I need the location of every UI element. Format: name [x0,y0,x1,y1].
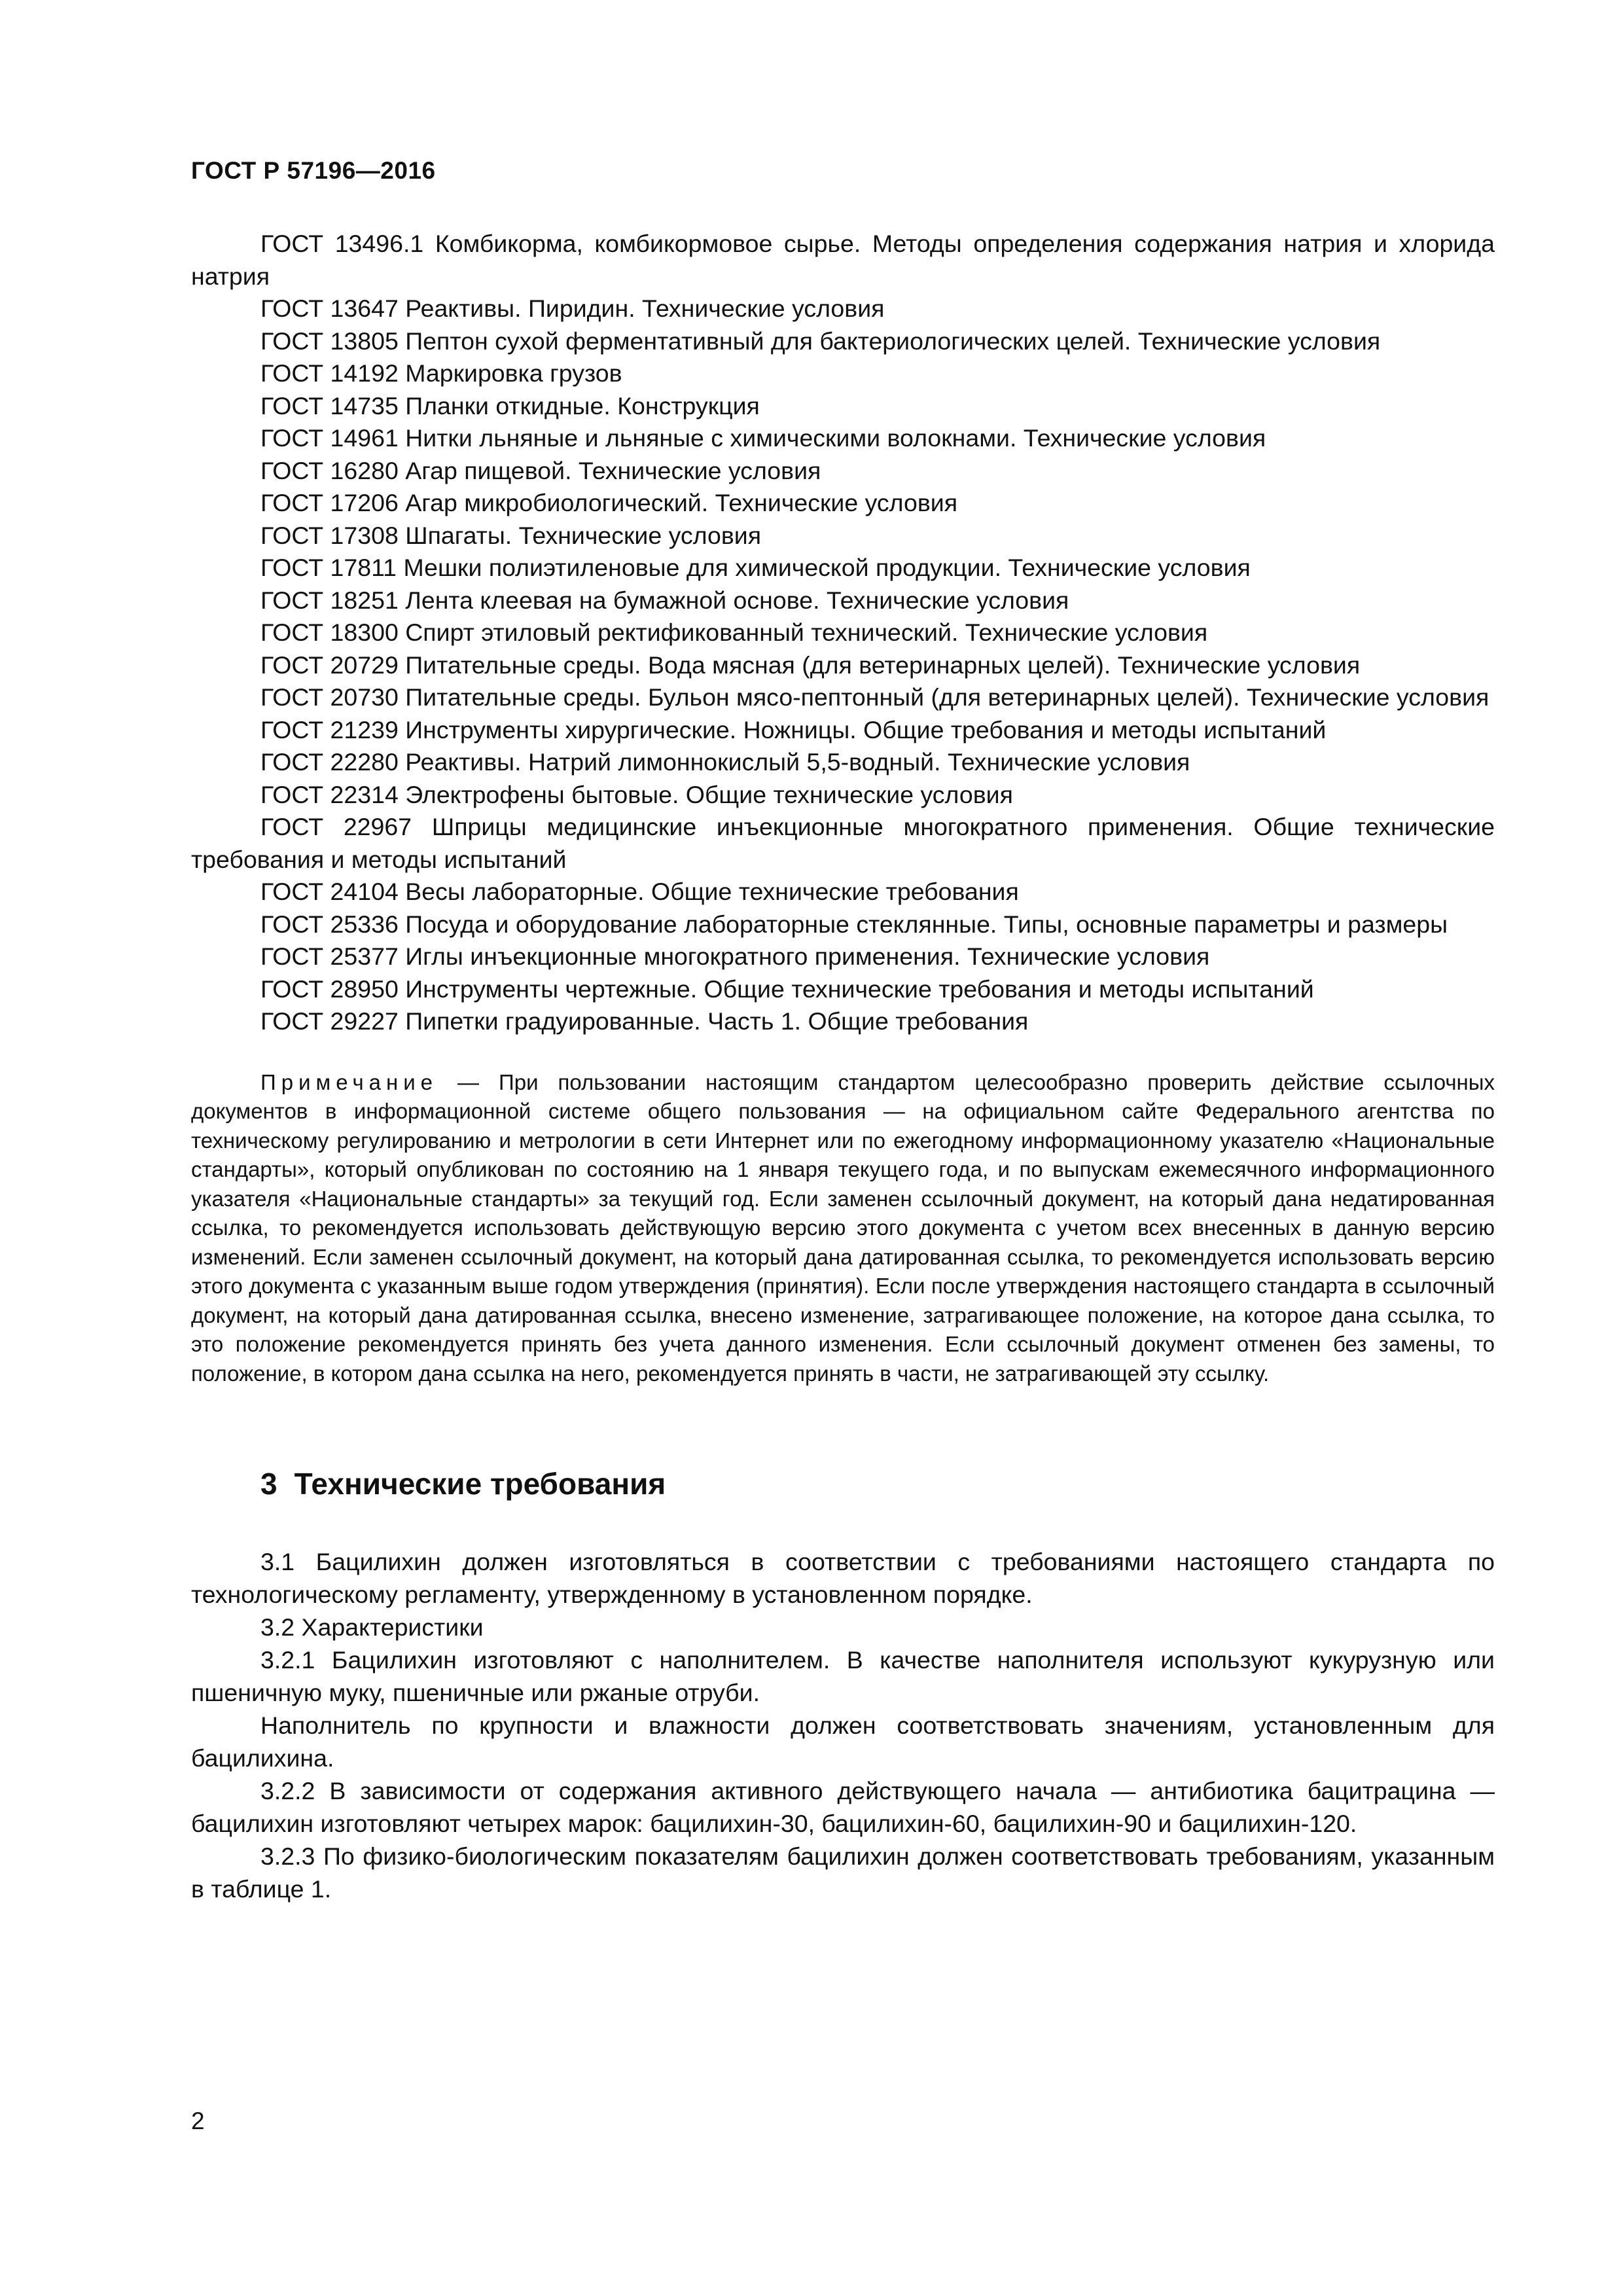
page-content [191,228,1495,1905]
reference-item: ГОСТ 17811 Мешки полиэтиленовые для химической продукции. Технические условия [260,554,1251,581]
reference-item: ГОСТ 29227 Пипетки градуированные. Часть 1. Общие требования [260,1007,1029,1035]
paragraph: 3.1 Бацилихин должен изготовляться в соответствии с требованиями настоящего стандарта по технологическому регламенту, утвержденному в установленном порядке. [191,1548,1495,1608]
reference-item: ГОСТ 14192 Маркировка грузов [260,359,622,387]
paragraph: Наполнитель по крупности и влажности должен соответствовать значениям, установленным для бацилихина. [191,1712,1495,1772]
paragraph: 3.2 Характеристики [260,1613,484,1641]
reference-item: ГОСТ 17308 Шпагаты. Технические условия [260,521,762,549]
paragraph: 3.2.3 По физико-биологическим показателям бацилихин должен соответствовать требованиям, указанным в таблице 1. [191,1842,1495,1903]
reference-item: ГОСТ 18251 Лента клеевая на бумажной основе. Технические условия [260,586,1069,614]
reference-item: ГОСТ 25336 Посуда и оборудование лабораторные стеклянные. Типы, основные параметры и размеры [260,910,1448,938]
normative-references-list [191,228,1495,1038]
section-number: 3 [260,1467,277,1501]
reference-item: ГОСТ 28950 Инструменты чертежные. Общие технические требования и методы испытаний [260,975,1314,1003]
reference-item: ГОСТ 20729 Питательные среды. Вода мясная (для ветеринарных целей). Технические условия [260,651,1361,679]
paragraph: 3.2.2 В зависимости от содержания активного действующего начала — антибиотика бацитрацина — бацилихин изготовляют четырех марок: бацилихин-30, бацилихин-60, бацилихин-90 и бацилихин-120. [191,1777,1495,1837]
standard-header: ГОСТ Р 57196—2016 [191,157,436,184]
reference-item: ГОСТ 14961 Нитки льняные и льняные с химическими волокнами. Технические условия [260,424,1266,452]
reference-item: ГОСТ 17206 Агар микробиологический. Технические условия [260,489,958,516]
reference-item: ГОСТ 16280 Агар пищевой. Технические условия [260,456,821,484]
reference-item: ГОСТ 22280 Реактивы. Натрий лимоннокислый 5,5-водный. Технические условия [260,748,1190,776]
note-text: — При пользовании настоящим стандартом целесообразно проверить действие ссылочных документов в информационной системе общего пользования — на официальном сайте Федерального агентства по техническому регулированию и метрологии в сети Интернет или по ежегодному информационному указателю «Национальные стандарты», который опубликован по состоянию на 1 января текущего года, и по выпускам ежемесячного информационного указателя «Национальные стандарты» за текущий год. Если заменен ссылочный документ, на который дана недатированная ссылка, то рекомендуется использовать действующую версию этого документа с учетом всех внесенных в данную версию изменений. Если заменен ссылочный документ, на который дана датированная ссылка, то рекомендуется использовать версию этого документа с указанным выше годом утверждения (принятия). Если после утверждения настоящего стандарта в ссылочный документ, на который дана датированная ссылка, внесено изменение, затрагивающее положение, на которое дана ссылка, то это положение рекомендуется принять без учета данного изменения. Если ссылочный документ отменен без замены, то положение, в котором дана ссылка на него, рекомендуется принять в части, не затрагивающей эту ссылку. [191,1069,1495,1386]
reference-item: ГОСТ 13805 Пептон сухой ферментативный для бактериологических целей. Технические условия [260,327,1381,355]
reference-item: ГОСТ 22314 Электрофены бытовые. Общие технические условия [260,780,1013,808]
page-number: 2 [191,2108,205,2134]
note-paragraph [191,1068,1495,1389]
section-heading [191,1465,1495,1502]
reference-item: ГОСТ 20730 Питательные среды. Бульон мясо-пептонный (для ветеринарных целей). Технические условия [260,683,1489,711]
paragraph: 3.2.1 Бацилихин изготовляют с наполнителем. В качестве наполнителя используют кукурузную или пшеничную муку, пшеничные или ржаные отруби. [191,1646,1495,1706]
reference-item: ГОСТ 18300 Спирт этиловый ректификованный технический. Технические условия [260,619,1208,646]
reference-item: ГОСТ 14735 Планки откидные. Конструкция [260,391,760,420]
reference-item: ГОСТ 13647 Реактивы. Пиридин. Технические условия [260,295,885,322]
note-label: Примечание [260,1069,438,1094]
reference-item: ГОСТ 22967 Шприцы медицинские инъекционные многократного применения. Общие технические требования и методы испытаний [191,813,1495,873]
section-body [191,1545,1495,1905]
section-title: Технические требования [294,1467,666,1501]
reference-item: ГОСТ 24104 Весы лабораторные. Общие технические требования [260,878,1019,905]
reference-item: ГОСТ 25377 Иглы инъекционные многократного применения. Технические условия [260,942,1210,970]
reference-item: ГОСТ 13496.1 Комбикорма, комбикормовое сырье. Методы определения содержания натрия и хлорида натрия [191,230,1495,290]
reference-item: ГОСТ 21239 Инструменты хирургические. Ножницы. Общие требования и методы испытаний [260,715,1327,744]
